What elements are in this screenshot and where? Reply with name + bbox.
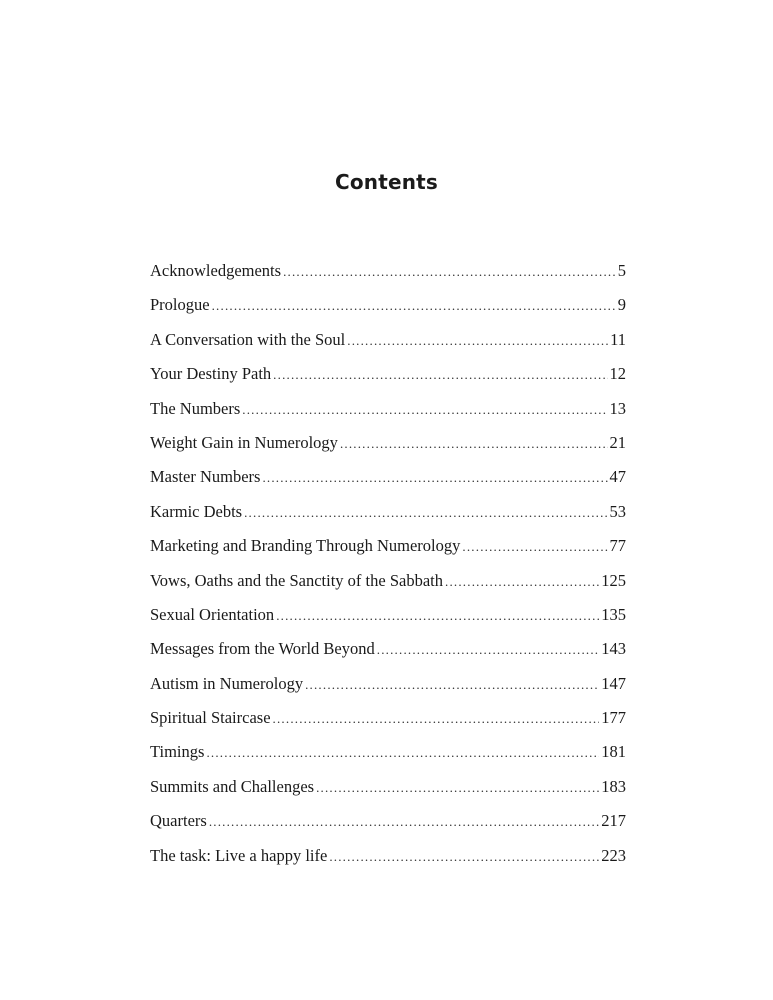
toc-entry-page: 53 (609, 501, 626, 521)
toc-entry-label: A Conversation with the Soul (150, 329, 346, 349)
toc-entry (150, 671, 626, 705)
toc-entry-page: 9 (617, 295, 626, 315)
toc-entry (150, 396, 626, 430)
toc-dot-leader (305, 672, 599, 698)
toc-dot-leader (377, 637, 600, 663)
toc-entry-page: 21 (609, 432, 626, 452)
toc-entry (150, 739, 626, 773)
toc-entry (150, 292, 626, 326)
toc-entry-page: 125 (601, 570, 626, 590)
toc-entry-label: The Numbers (150, 398, 241, 418)
toc-entry (150, 361, 626, 395)
toc-entry-label: Acknowledgements (150, 261, 282, 280)
toc-entry-label: Autism in Numerology (150, 673, 304, 693)
toc-dot-leader (445, 569, 599, 595)
toc-entry-label: Vows, Oaths and the Sanctity of the Sabbath (150, 570, 443, 590)
toc-entry (150, 568, 626, 602)
toc-dot-leader (244, 500, 607, 526)
page-title: Contents (334, 170, 439, 194)
toc-dot-leader (273, 362, 607, 388)
toc-dot-leader (462, 534, 607, 560)
toc-entry-label: The task: Live a happy life (150, 845, 328, 865)
toc-entry-label: Quarters (150, 811, 207, 831)
toc-entry (150, 774, 626, 808)
toc-entry-label: Master Numbers (150, 467, 261, 487)
toc-dot-leader (340, 431, 608, 457)
toc-entry-page: 77 (609, 536, 626, 556)
toc-entry-page: 135 (601, 604, 626, 624)
toc-dot-leader (206, 740, 599, 766)
toc-entry-label: Weight Gain in Numerology (150, 432, 338, 452)
toc-dot-leader (212, 293, 616, 319)
toc-entry-page: 177 (601, 708, 626, 728)
toc-entry-page: 11 (610, 329, 626, 349)
toc-dot-leader (276, 603, 599, 629)
toc-entry-page: 181 (601, 742, 626, 762)
toc-entry-page: 143 (601, 639, 626, 659)
toc-entry (150, 430, 626, 464)
toc-entry (150, 327, 626, 361)
table-of-contents (150, 258, 626, 877)
toc-entry-label: Summits and Challenges (150, 776, 315, 796)
toc-dot-leader (329, 844, 599, 870)
toc-entry-page: 47 (609, 467, 626, 487)
toc-entry (150, 636, 626, 670)
toc-entry-label: Messages from the World Beyond (150, 639, 375, 659)
toc-entry (150, 499, 626, 533)
toc-entry (150, 808, 626, 842)
toc-dot-leader (316, 775, 599, 801)
toc-entry-label: Marketing and Branding Through Numerology (150, 536, 461, 556)
toc-entry-page: 13 (609, 398, 626, 418)
toc-dot-leader (347, 328, 608, 354)
toc-entry (150, 533, 626, 567)
toc-dot-leader (283, 259, 616, 285)
toc-entry-label: Sexual Orientation (150, 604, 275, 624)
toc-entry (150, 843, 626, 877)
toc-entry-page: 12 (609, 364, 626, 384)
toc-entry-label: Karmic Debts (150, 501, 243, 521)
toc-dot-leader (262, 465, 607, 491)
toc-entry (150, 705, 626, 739)
toc-entry-label: Your Destiny Path (150, 364, 272, 384)
toc-entry (150, 464, 626, 498)
toc-entry-page: 223 (601, 845, 626, 865)
toc-entry-page: 5 (617, 261, 626, 280)
toc-dot-leader (273, 706, 600, 732)
toc-entry-label: Spiritual Staircase (150, 708, 271, 728)
toc-entry (150, 258, 626, 292)
toc-dot-leader (209, 809, 599, 835)
toc-entry-page: 147 (601, 673, 626, 693)
toc-entry-label: Prologue (150, 295, 210, 315)
toc-dot-leader (242, 397, 607, 423)
toc-entry-label: Timings (150, 742, 205, 762)
toc-entry-page: 217 (601, 811, 626, 831)
toc-entry (150, 602, 626, 636)
toc-entry-page: 183 (601, 776, 626, 796)
